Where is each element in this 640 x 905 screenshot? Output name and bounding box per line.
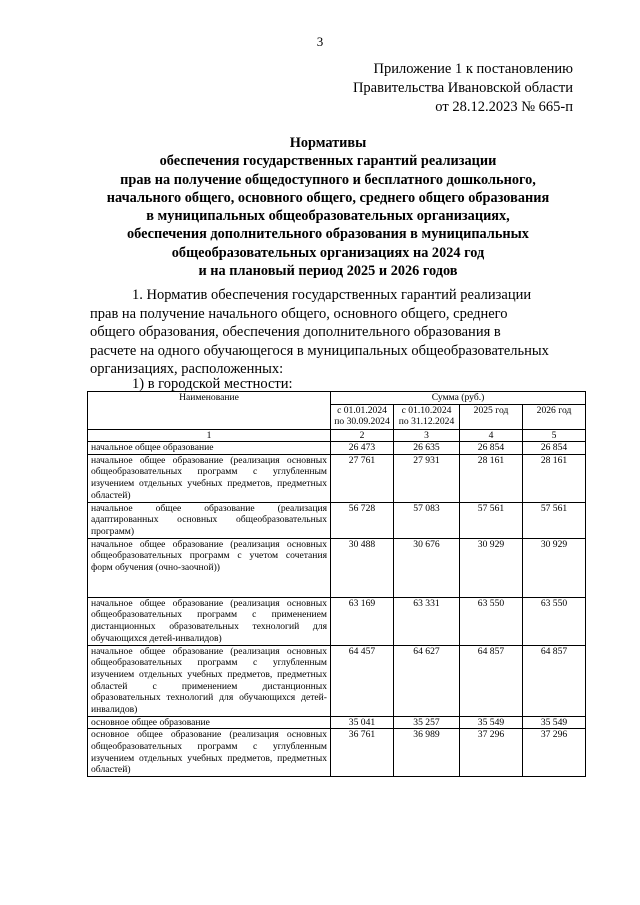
row-name: основное общее образование (реализация основных общеобразовательных программ с углубленным изучением отдельных учебных предметов, предметных областей) — [88, 729, 331, 777]
table-row — [88, 716, 586, 729]
row-value: 27 931 — [394, 454, 460, 502]
header-name: Наименование — [88, 392, 331, 430]
table-row — [88, 729, 586, 777]
header-sum: Сумма (руб.) — [331, 392, 586, 405]
row-name: начальное общее образование — [88, 442, 331, 455]
title-line: в муниципальных общеобразовательных организациях, — [146, 208, 510, 225]
table-row — [88, 454, 586, 502]
row-value: 63 550 — [460, 597, 523, 645]
page-number: 3 — [316, 34, 324, 49]
title-line: Нормативы — [289, 135, 367, 151]
subheading-urban: 1) в городской местности: — [132, 376, 293, 392]
row-name: начальное общее образование (реализация адаптированных основных общеобразовательных программ) — [88, 502, 331, 538]
row-name: начальное общее образование (реализация основных общеобразовательных программ с применением дистанционных образовательных технологий для обучающихся детей-инвалидов) — [88, 597, 331, 645]
title-line: общеобразовательных организациях на 2024 год — [171, 244, 485, 261]
paragraph-line: 1. Норматив обеспечения государственных гарантий реализации — [132, 287, 532, 303]
table-row — [88, 597, 586, 645]
row-name: основное общее образование — [88, 716, 331, 729]
row-value: 36 761 — [331, 729, 394, 777]
row-value: 64 457 — [331, 645, 394, 716]
row-value: 30 676 — [394, 538, 460, 597]
paragraph-line: организациях, расположенных: — [90, 361, 284, 377]
document-title — [60, 134, 596, 280]
row-value: 30 929 — [523, 538, 586, 597]
column-number: 1 — [88, 429, 331, 442]
title-line: обеспечения дополнительного образования в муниципальных — [127, 226, 529, 243]
header-period: с 01.10.2024 по 31.12.2024 — [394, 404, 460, 429]
column-number: 5 — [523, 429, 586, 442]
row-value: 26 473 — [331, 442, 394, 455]
title-line: обеспечения государственных гарантий реализации — [159, 153, 497, 170]
row-value: 64 627 — [394, 645, 460, 716]
section-paragraph — [90, 286, 572, 379]
row-value: 28 161 — [523, 454, 586, 502]
row-value: 35 041 — [331, 716, 394, 729]
title-line: и на плановый период 2025 и 2026 годов — [198, 263, 458, 280]
row-name: начальное общее образование (реализация основных общеобразовательных программ с углубленным изучением отдельных учебных предметов, предметных областей) — [88, 454, 331, 502]
row-value: 26 854 — [523, 442, 586, 455]
row-value: 57 083 — [394, 502, 460, 538]
table-row — [88, 502, 586, 538]
row-value: 30 488 — [331, 538, 394, 597]
header-period: 2025 год — [460, 404, 523, 429]
column-number: 2 — [331, 429, 394, 442]
column-number: 4 — [460, 429, 523, 442]
paragraph-line: расчете на одного обучающегося в муниципальных общеобразовательных — [90, 342, 549, 359]
table-row — [88, 645, 586, 716]
appendix-block — [353, 60, 573, 117]
row-value: 35 549 — [460, 716, 523, 729]
appendix-line: от 28.12.2023 № 665-п — [435, 99, 573, 115]
header-period: 2026 год — [523, 404, 586, 429]
paragraph-line: прав на получение начального общего, основного общего, среднего — [90, 305, 508, 322]
row-value: 37 296 — [460, 729, 523, 777]
row-name: начальное общее образование (реализация основных общеобразовательных программ с учетом сочетания форм обучения (очно-заочной)) — [88, 538, 331, 597]
row-value: 64 857 — [460, 645, 523, 716]
row-value: 26 635 — [394, 442, 460, 455]
row-value: 37 296 — [523, 729, 586, 777]
table-row — [88, 538, 586, 597]
appendix-line: Приложение 1 к постановлению — [373, 61, 573, 77]
row-value: 63 550 — [523, 597, 586, 645]
title-line: начального общего, основного общего, среднего общего образования — [106, 189, 550, 206]
row-value: 30 929 — [460, 538, 523, 597]
row-name: начальное общее образование (реализация основных общеобразовательных программ с углубленным изучением отдельных учебных предметов, предметных областей с применением дистанционных образовательных технологий для обучающихся детей-инвалидов) — [88, 645, 331, 716]
row-value: 57 561 — [523, 502, 586, 538]
row-value: 63 169 — [331, 597, 394, 645]
row-value: 57 561 — [460, 502, 523, 538]
row-value: 63 331 — [394, 597, 460, 645]
row-value: 28 161 — [460, 454, 523, 502]
row-value: 35 257 — [394, 716, 460, 729]
row-value: 27 761 — [331, 454, 394, 502]
appendix-line: Правительства Ивановской области — [352, 80, 573, 96]
row-value: 56 728 — [331, 502, 394, 538]
paragraph-line: общего образования, обеспечения дополнительного образования в — [90, 324, 501, 340]
table-row — [88, 442, 586, 455]
title-line: прав на получение общедоступного и бесплатного дошкольного, — [120, 171, 536, 188]
table-header-row — [88, 392, 586, 405]
row-value: 35 549 — [523, 716, 586, 729]
header-period: с 01.01.2024 по 30.09.2024 — [331, 404, 394, 429]
row-value: 64 857 — [523, 645, 586, 716]
column-number: 3 — [394, 429, 460, 442]
row-value: 36 989 — [394, 729, 460, 777]
row-value: 26 854 — [460, 442, 523, 455]
column-number-row — [88, 429, 586, 442]
norms-table — [87, 391, 586, 777]
